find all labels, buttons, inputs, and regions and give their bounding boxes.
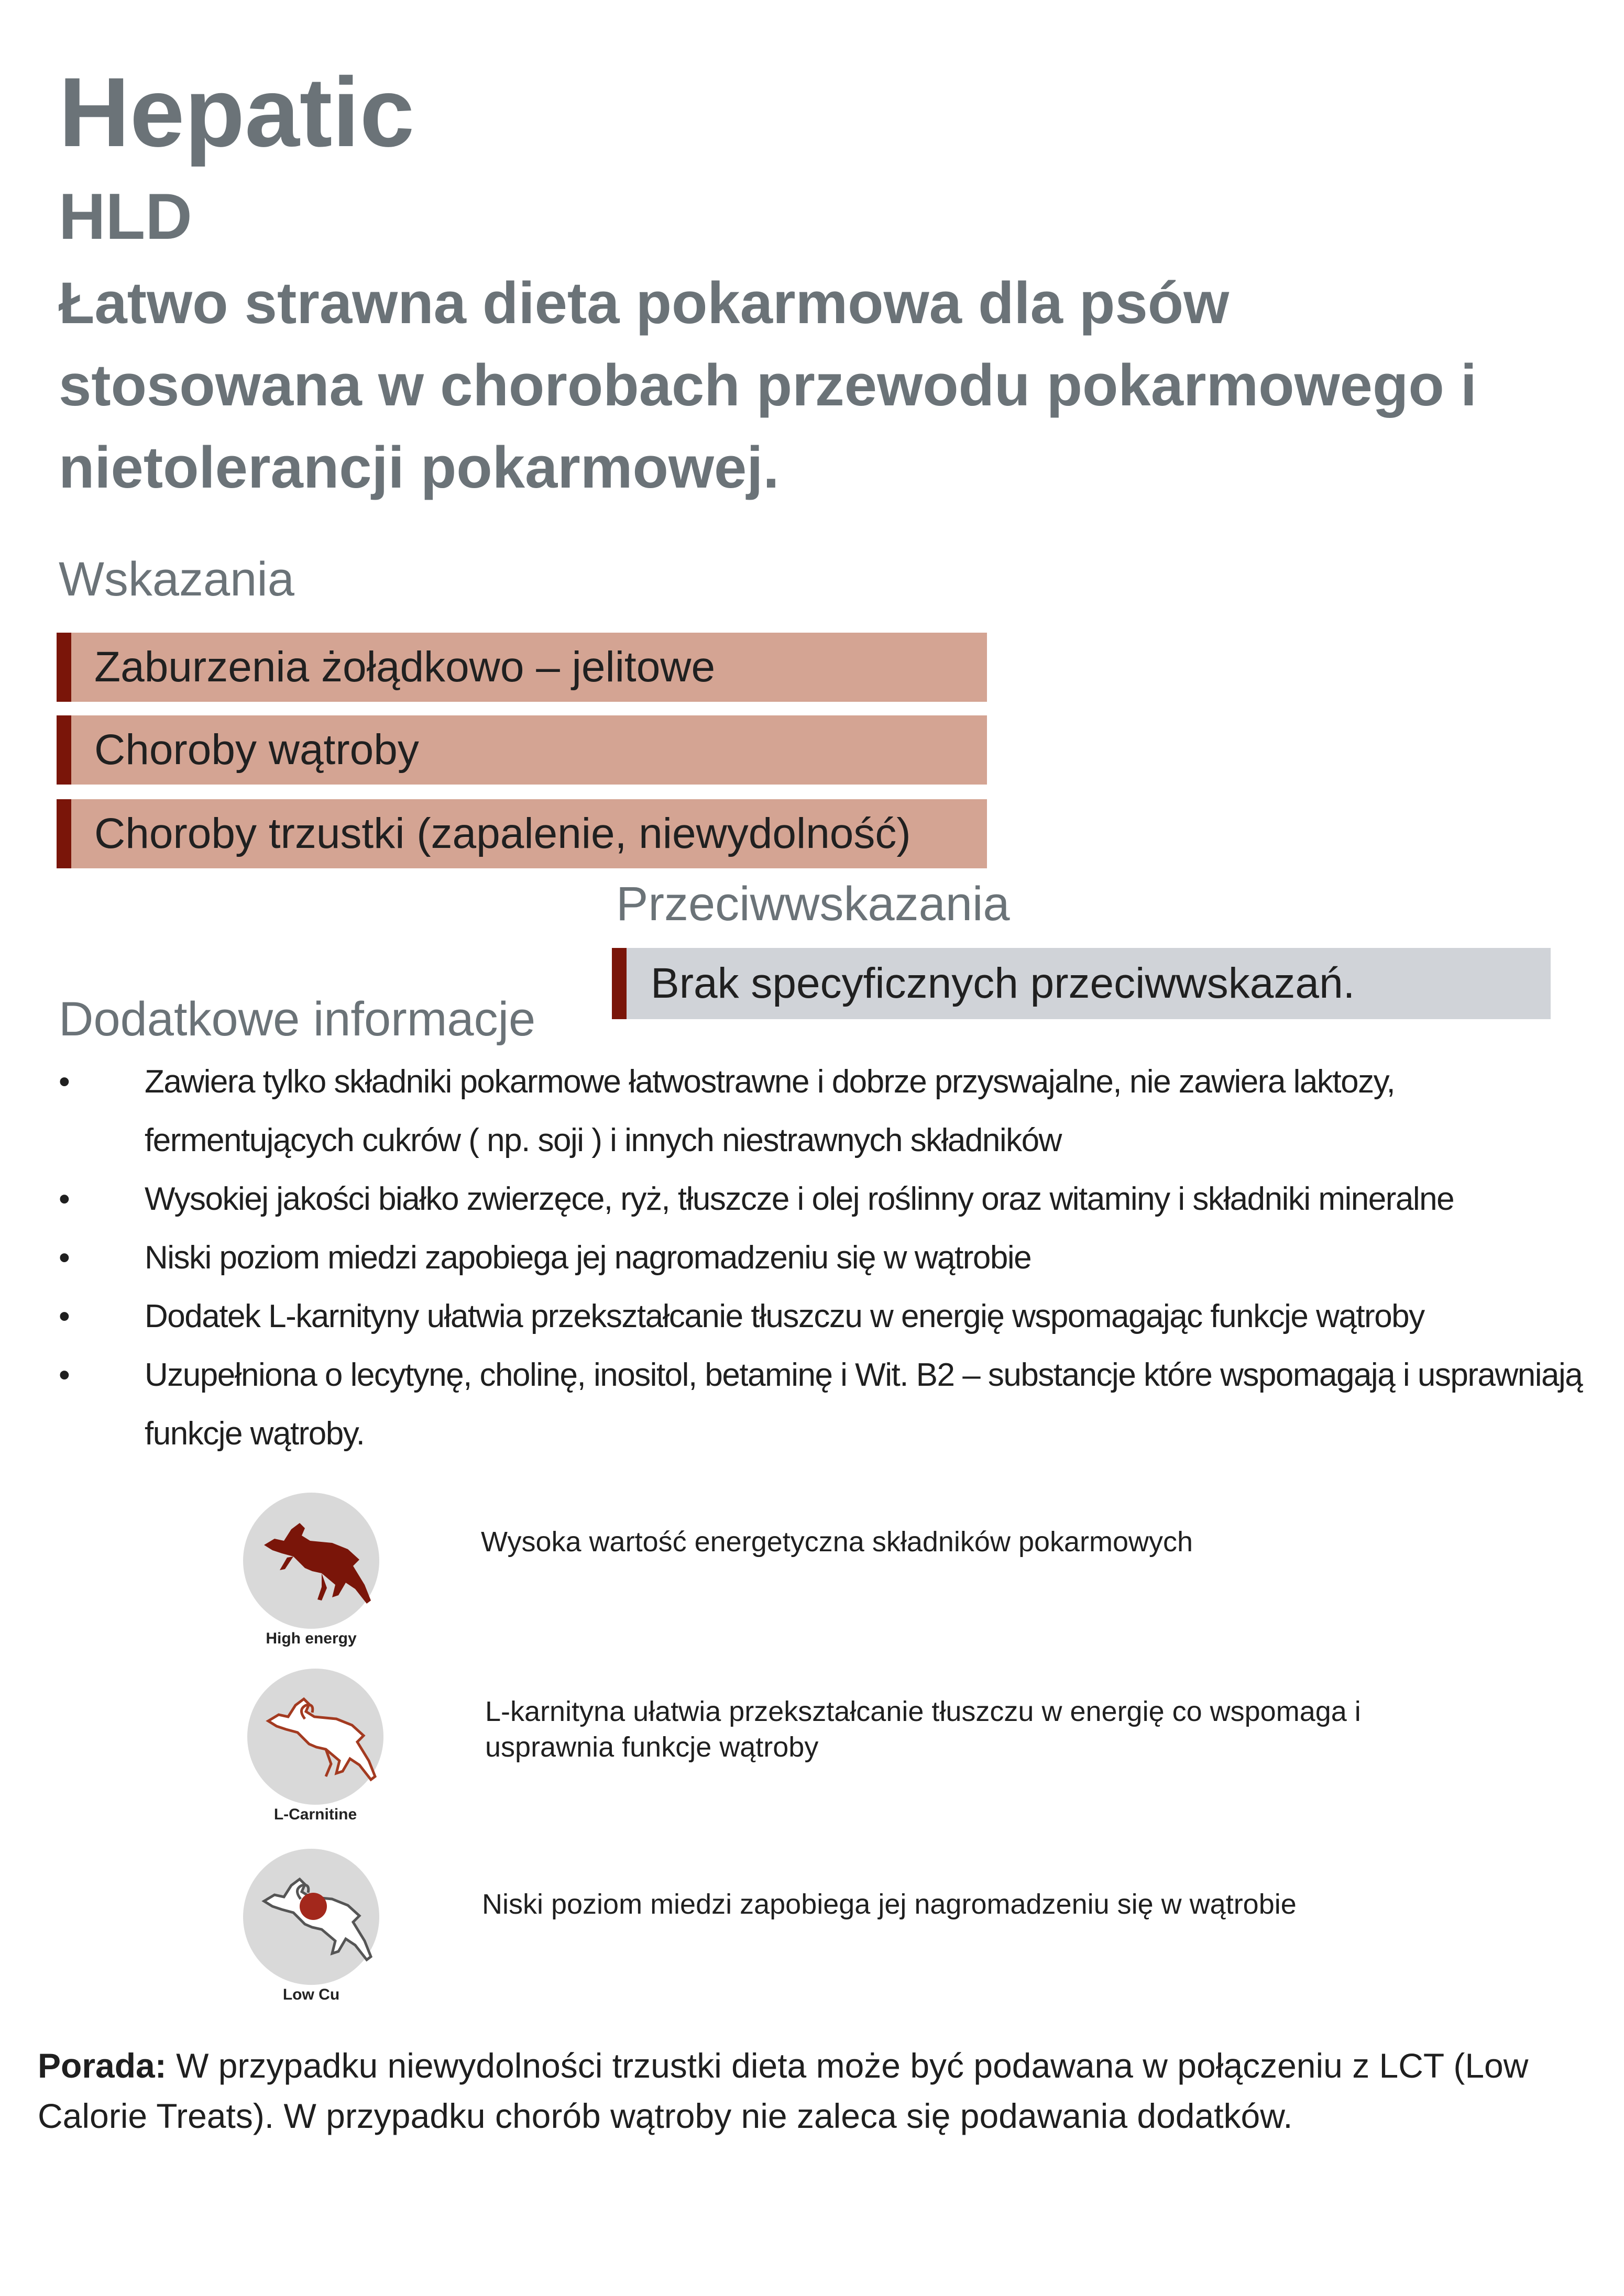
additional-info-heading: Dodatkowe informacje: [59, 992, 536, 1046]
list-item-text: Uzupełniona o lecytynę, cholinę, inositol, betaminę i Wit. B2 – substancje które wspomagają i usprawniają funkcje wątroby.: [145, 1357, 1583, 1452]
list-item: [0, 1053, 1624, 1170]
indication-item: Choroby trzustki (zapalenie, niewydolność): [57, 799, 987, 868]
running-dog-liver-icon: [243, 1849, 379, 1985]
bullet-marker: •: [59, 1181, 70, 1217]
running-dog-outline-icon: [247, 1669, 383, 1805]
advice-label: Porada:: [38, 2046, 167, 2085]
feature-icon-badge: [238, 1493, 385, 1655]
additional-info-list: [0, 1053, 1624, 1463]
product-tagline: Łatwo strawna dieta pokarmowa dla psów stosowana w chorobach przewodu pokarmowego i nietolerancji pokarmowej.: [59, 270, 1477, 500]
bullet-marker: •: [59, 1064, 70, 1100]
contraindications-heading: Przeciwwskazania: [616, 877, 1010, 931]
feature-text: Niski poziom miedzi zapobiega jej nagromadzeniu się w wątrobie: [482, 1889, 1297, 1920]
feature-icon-label: Low Cu: [282, 1986, 340, 2003]
list-item-text: Dodatek L-karnityny ułatwia przekształcanie tłuszczu w energię wspomagając funkcje wątroby: [145, 1298, 1424, 1334]
list-item: [0, 1170, 1624, 1229]
product-subtitle: HLD: [59, 181, 192, 253]
list-item: [0, 1287, 1624, 1346]
bullet-marker: •: [59, 1298, 70, 1334]
contraindication-item: Brak specyficznych przeciwwskazań.: [612, 948, 1551, 1019]
feature-icon-badge: [242, 1669, 389, 1831]
list-item: [0, 1229, 1624, 1287]
bullet-marker: •: [59, 1240, 70, 1276]
feature-text: L-karnityna ułatwia przekształcanie tłuszczu w energię co wspomaga i usprawnia funkcje wątroby: [485, 1696, 1361, 1763]
advice-text: W przypadku niewydolności trzustki dieta może być podawana w połączeniu z LCT (Low Calorie Treats). W przypadku chorób wątroby nie zaleca się podawania dodatków.: [38, 2046, 1529, 2135]
indications-heading: Wskazania: [59, 553, 294, 606]
indication-item: Choroby wątroby: [57, 715, 987, 785]
advice-note: [38, 2040, 1588, 2141]
list-item-text: Wysokiej jakości białko zwierzęce, ryż, tłuszcze i olej roślinny oraz witaminy i składniki mineralne: [145, 1181, 1454, 1217]
feature-icon-label: High energy: [266, 1630, 357, 1647]
bullet-marker: •: [59, 1357, 70, 1393]
list-item: [0, 1346, 1624, 1463]
feature-icon-label: L-Carnitine: [273, 1806, 357, 1823]
running-dog-filled-icon: [243, 1493, 379, 1629]
product-title: Hepatic: [59, 57, 415, 167]
list-item-text: Zawiera tylko składniki pokarmowe łatwostrawne i dobrze przyswajalne, nie zawiera laktozy, fermentujących cukrów ( np. soji ) i innych niestrawnych składników: [145, 1064, 1395, 1158]
feature-text: Wysoka wartość energetyczna składników pokarmowych: [481, 1526, 1193, 1558]
feature-icon-badge: [238, 1849, 385, 2011]
indication-item: Zaburzenia żołądkowo – jelitowe: [57, 633, 987, 702]
list-item-text: Niski poziom miedzi zapobiega jej nagromadzeniu się w wątrobie: [145, 1240, 1032, 1276]
